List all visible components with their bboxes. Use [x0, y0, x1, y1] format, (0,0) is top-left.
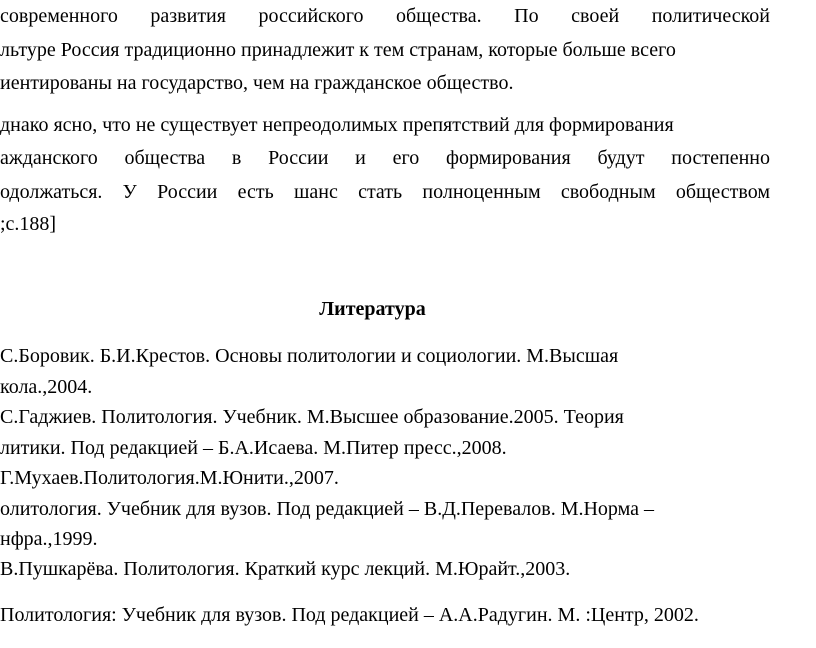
- literature-line-5: Г.Мухаев.Политология.М.Юнити.,2007.: [0, 467, 339, 489]
- paragraph-2-line-1: днако ясно, что не существует непреодолимых препятствий для формирования: [0, 114, 674, 136]
- literature-line-4: литики. Под редакцией – Б.А.Исаева. М.Питер пресс.,2008.: [0, 437, 507, 459]
- paragraph-1-line-3: иентированы на государство, чем на гражданское общество.: [0, 72, 514, 94]
- literature-line-6: олитология. Учебник для вузов. Под редакцией – В.Д.Перевалов. М.Норма –: [0, 498, 655, 520]
- paragraph-1-line-2: льтуре Россия традиционно принадлежит к тем странам, которые больше всего: [0, 39, 676, 61]
- paragraph-2-line-2: ажданского общества в России и его формирования будут постепенно: [0, 147, 770, 169]
- paragraph-2-line-3: одолжаться. У России есть шанс стать полноценным свободным обществом: [0, 181, 770, 203]
- literature-line-7: нфра.,1999.: [0, 528, 98, 550]
- literature-line-3: С.Гаджиев. Политология. Учебник. М.Высшее образование.2005. Теория: [0, 406, 624, 428]
- literature-line-9: Политология: Учебник для вузов. Под редакцией – А.А.Радугин. М. :Центр, 2002.: [0, 604, 699, 626]
- literature-line-1: С.Боровик. Б.И.Крестов. Основы политологии и социологии. М.Высшая: [0, 345, 619, 367]
- literature-line-2: кола.,2004.: [0, 376, 93, 398]
- paragraph-1-line-1: современного развития российского общества. По своей политической: [0, 5, 770, 27]
- literature-heading: Литература: [319, 298, 426, 320]
- literature-line-8: В.Пушкарёва. Политология. Краткий курс лекций. М.Юрайт.,2003.: [0, 558, 571, 580]
- paragraph-2-line-4: ;с.188]: [0, 213, 57, 235]
